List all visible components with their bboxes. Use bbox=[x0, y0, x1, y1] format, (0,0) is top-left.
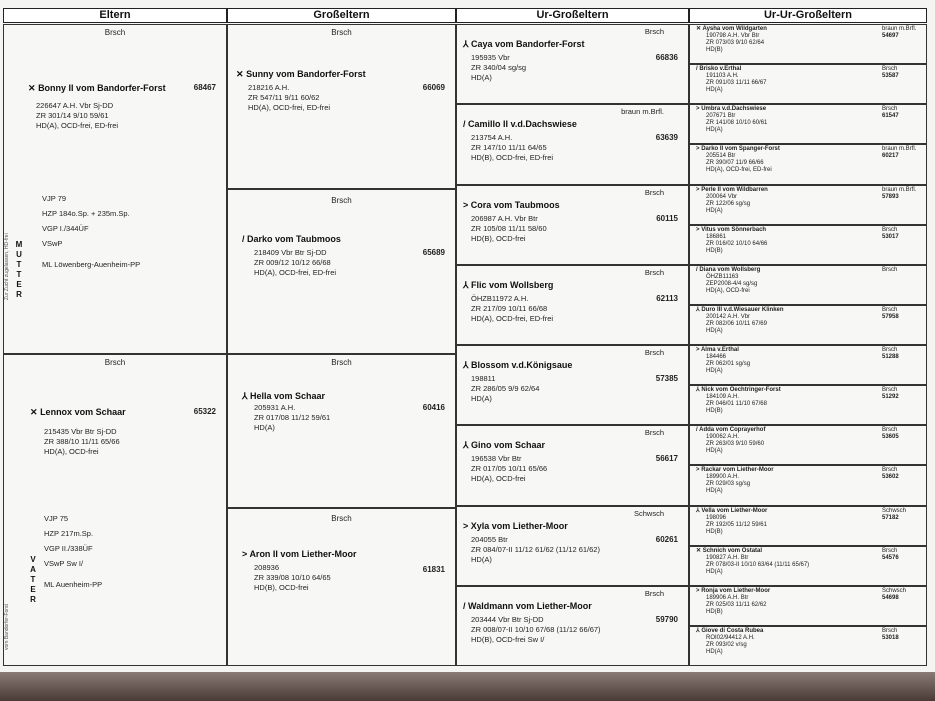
dog-name: > Xyla vom Liether-Moor bbox=[463, 520, 568, 531]
great-grandparent-1 bbox=[456, 24, 689, 104]
dog-name: / Diana vom Wollsberg bbox=[696, 266, 761, 273]
side-note-bottom: vom Bandorfer-Forst bbox=[4, 604, 10, 650]
great-grandparent-4 bbox=[456, 265, 689, 345]
dog-name: ⅄ Nick vom Oechtringer-Forst bbox=[696, 387, 781, 394]
reg-number: 56617 bbox=[655, 454, 678, 464]
exam-results: VJP 75 HZP 217m.Sp. VGP II./338ÜF VSwP Sw I/ ML Auenheim-PP bbox=[44, 514, 103, 589]
great-grandparent-6 bbox=[456, 425, 689, 505]
great-grandparent-5 bbox=[456, 345, 689, 425]
dog-name: / Waldmann vom Liether-Moor bbox=[463, 600, 592, 611]
coat-color: Schwsch 57182 bbox=[882, 507, 907, 521]
great-great-grandparent-7 bbox=[689, 265, 927, 305]
dog-details: 213754 A.H. ZR 147/10 11/11 64/65 HD(B), OCD-frei, ED-frei bbox=[471, 133, 554, 163]
coat-color: braun m.Brfl. bbox=[621, 107, 664, 117]
dog-details: 226647 A.H. Vbr Sj-DD ZR 301/14 9/10 59/61 HD(A), OCD-frei, ED-frei bbox=[36, 101, 119, 130]
coat-color: Brsch 53587 bbox=[882, 66, 899, 80]
dog-name: ⅄ Gino vom Schaar bbox=[463, 440, 546, 451]
coat-color: Brsch bbox=[882, 266, 898, 273]
reg-number: 63639 bbox=[655, 133, 678, 143]
dog-details: 190827 A.H. Btr ZR 078/03-II 10/10 63/64 (11/11 65/67) HD(A) bbox=[706, 554, 810, 575]
great-great-grandparent-8 bbox=[689, 305, 927, 345]
dog-details: 190798 A.H. Vbr Btr ZR 073/03 9/10 62/64 HD(B) bbox=[706, 33, 765, 53]
reg-number: 57385 bbox=[655, 374, 678, 383]
coat-color: Brsch 61547 bbox=[882, 106, 899, 120]
dog-details: 206987 A.H. Vbr Btr ZR 105/08 11/11 58/60 HD(B), OCD-frei bbox=[471, 213, 547, 243]
sex-label-mutter: M U T T E R bbox=[15, 240, 23, 299]
coat-color: Schwsch bbox=[633, 508, 664, 518]
dog-details: 189906 A.H. Btr ZR 025/03 11/11 62/62 HD(B) bbox=[706, 594, 767, 615]
coat-color: braun m.Brfl. 54697 bbox=[882, 26, 917, 39]
coat-color: Brsch 54576 bbox=[882, 547, 899, 561]
dog-details: ÖHZB11163 ZEP2008-4/4 sg/sg HD(A), OCD-frei bbox=[706, 273, 758, 294]
coat-color: Brsch bbox=[644, 267, 664, 277]
grandparent-1: Brsch ✕ Sunny vom Bandorfer-Forst 66069 218216 A.H. ZR 547/11 9/11 60/62 HD(A), OCD-frei, ED-frei bbox=[227, 24, 456, 189]
dog-name: ✕ Schnich vom Ostatal bbox=[696, 547, 763, 554]
grandparent-3: Brsch ⅄ Hella vom Schaar 60416 205931 A.H. ZR 017/08 11/12 59/61 HD(A) bbox=[227, 354, 456, 508]
dog-details: 184466 ZR 062/01 sg/sg HD(A) bbox=[706, 354, 751, 374]
header-urgrosseltern: Ur-Großeltern bbox=[456, 8, 689, 23]
coat-color: Brsch 53018 bbox=[882, 627, 899, 641]
dog-details: 200142 A.H. Vbr ZR 082/06 10/11 67/69 HD(A) bbox=[706, 313, 767, 334]
coat-color: Brsch bbox=[104, 28, 126, 37]
dog-name: > Perle II vom Wildbarren bbox=[696, 186, 768, 193]
dog-name: ✕ Bonny II vom Bandorfer-Forst bbox=[28, 83, 166, 93]
header-ururgrosseltern: Ur-Ur-Großeltern bbox=[689, 8, 927, 23]
dog-details: 195935 Vbr ZR 340/04 sg/sg HD(A) bbox=[471, 53, 527, 82]
side-note-top: Zur Zucht zugelassen, HD-frei bbox=[4, 233, 10, 300]
dog-name: / Adda vom Coprayerhof bbox=[696, 427, 766, 434]
dog-details: 196538 Vbr Btr ZR 017/05 10/11 65/66 HD(A), OCD-frei bbox=[471, 454, 548, 484]
dog-name: > Vitus vom Sönnerbach bbox=[696, 226, 767, 233]
dog-details: 198096 ZR 192/05 11/12 59/61 HD(B) bbox=[706, 514, 767, 535]
coat-color: Brsch bbox=[644, 348, 664, 357]
dog-name: > Alma v.Erthal bbox=[696, 347, 739, 353]
grandparent-2: Brsch / Darko vom Taubmoos 65689 218409 Vbr Btr Sj-DD ZR 009/12 10/12 66/68 HD(A), OCD-frei, ED-frei bbox=[227, 189, 456, 354]
table-surface bbox=[0, 672, 935, 701]
great-grandparent-3 bbox=[456, 185, 689, 265]
reg-number: 65322 bbox=[193, 407, 216, 416]
dog-details: 203444 Vbr Btr Sj-DD ZR 008/07-II 10/10 67/68 (11/12 66/67) HD(B), OCD-frei Sw I/ bbox=[471, 614, 601, 644]
dog-details: ROI02/94412 A.H. ZR 093/02 v/sg HD(A) bbox=[706, 634, 755, 655]
header-grosseltern: Großeltern bbox=[227, 8, 456, 23]
great-great-grandparent-15 bbox=[689, 586, 927, 626]
dog-name: / Camillo II v.d.Dachswiese bbox=[463, 119, 577, 130]
great-great-grandparent-16 bbox=[689, 626, 927, 666]
great-great-grandparent-5 bbox=[689, 185, 927, 225]
reg-number: 60261 bbox=[655, 534, 678, 544]
dog-name: ⅄ Blossom v.d.Königsaue bbox=[463, 360, 573, 370]
reg-number: 60115 bbox=[656, 213, 678, 223]
reg-number: 62113 bbox=[656, 293, 678, 303]
dog-name: > Rackar vom Liether-Moor bbox=[696, 467, 774, 474]
great-great-grandparent-14 bbox=[689, 546, 927, 586]
dog-details: 200064 Vbr ZR 122/06 sg/sg HD(A) bbox=[706, 193, 751, 214]
header-eltern: Eltern bbox=[3, 8, 227, 23]
coat-color: Brsch 51288 bbox=[882, 347, 899, 360]
parent-mutter bbox=[3, 24, 227, 354]
reg-number: 59790 bbox=[655, 614, 678, 624]
dog-name: / Brisko v.Erthal bbox=[696, 66, 742, 73]
great-great-grandparent-13 bbox=[689, 506, 927, 546]
coat-color: Brsch bbox=[644, 428, 664, 438]
dog-details: 191103 A.H. ZR 091/03 11/11 66/67 HD(A) bbox=[706, 73, 767, 94]
coat-color: braun m.Brfl. 60217 bbox=[882, 146, 917, 160]
parent-vater bbox=[3, 354, 227, 666]
great-great-grandparent-3 bbox=[689, 104, 927, 144]
great-great-grandparent-2 bbox=[689, 64, 927, 104]
great-great-grandparent-6 bbox=[689, 225, 927, 265]
coat-color: Brsch bbox=[104, 358, 126, 367]
dog-name: ⅄ Duro III v.d.Wiesauer Klinken bbox=[696, 306, 784, 313]
exam-results: VJP 79 HZP 184o.Sp. + 235m.Sp. VGP I./344ÜF VSwP ML Löwenberg-Auenheim-PP bbox=[42, 194, 141, 269]
dog-name: ⅄ Caya vom Bandorfer-Forst bbox=[463, 39, 585, 49]
coat-color: Brsch bbox=[644, 588, 664, 598]
dog-details: 186861 ZR 016/02 10/10 64/66 HD(B) bbox=[706, 233, 768, 254]
dog-details: 215435 Vbr Btr Sj-DD ZR 388/10 11/11 65/66 HD(A), OCD-frei bbox=[44, 427, 120, 456]
dog-name: > Cora vom Taubmoos bbox=[463, 199, 560, 210]
great-great-grandparent-4 bbox=[689, 144, 927, 184]
dog-details: 205514 Btr ZR 390/07 11/9 66/66 HD(A), OCD-frei, ED-frei bbox=[706, 153, 772, 174]
coat-color: Brsch 53602 bbox=[882, 467, 899, 481]
great-great-grandparent-10 bbox=[689, 385, 927, 425]
coat-color: Schwsch 54698 bbox=[882, 587, 907, 601]
dog-name: ✕ Aysha vom Wildgarten bbox=[696, 26, 767, 32]
great-great-grandparent-9 bbox=[689, 345, 927, 385]
coat-color: Brsch 57958 bbox=[882, 306, 899, 320]
dog-details: 204055 Btr ZR 084/07-II 11/12 61/62 (11/12 61/62) HD(A) bbox=[471, 534, 600, 564]
dog-name: > Darko II vom Spanger-Forst bbox=[696, 146, 780, 153]
dog-details: 184109 A.H. ZR 046/01 11/10 67/68 HD(B) bbox=[706, 394, 767, 415]
reg-number: 66836 bbox=[655, 53, 678, 62]
dog-name: ⅄ Vella vom Liether-Moor bbox=[696, 507, 768, 514]
dog-details: 189900 A.H. ZR 029/03 sg/sg HD(A) bbox=[706, 474, 751, 495]
great-grandparent-7 bbox=[456, 506, 689, 586]
coat-color: Brsch 53605 bbox=[882, 427, 899, 441]
coat-color: Brsch bbox=[644, 187, 664, 197]
great-great-grandparent-1 bbox=[689, 24, 927, 64]
dog-name: ⅄ Giove di Costa Rubea bbox=[696, 627, 764, 634]
dog-details: 207671 Btr ZR 141/08 10/10 60/61 HD(A) bbox=[706, 113, 768, 134]
dog-name: ⅄ Flic vom Wollsberg bbox=[463, 279, 554, 290]
great-great-grandparent-11 bbox=[689, 425, 927, 465]
reg-number: 68467 bbox=[193, 83, 216, 92]
dog-details: 198811 ZR 286/05 9/9 62/64 HD(A) bbox=[471, 374, 540, 403]
coat-color: braun m.Brfl. 57893 bbox=[882, 186, 917, 200]
dog-details: ÖHZB11972 A.H. ZR 217/09 10/11 66/68 HD(A), OCD-frei, ED-frei bbox=[471, 293, 554, 323]
dog-details: 190062 A.H. ZR 263/03 9/10 59/60 HD(A) bbox=[706, 434, 765, 455]
dog-name: ✕ Lennox vom Schaar bbox=[30, 407, 126, 417]
coat-color: Brsch bbox=[644, 27, 664, 36]
coat-color: Brsch 53017 bbox=[882, 226, 899, 240]
great-grandparent-8 bbox=[456, 586, 689, 666]
great-grandparent-2 bbox=[456, 104, 689, 184]
coat-color: Brsch 51292 bbox=[882, 387, 899, 401]
grandparent-4: Brsch > Aron II vom Liether-Moor 61831 208936 ZR 339/08 10/10 64/65 HD(B), OCD-frei bbox=[227, 508, 456, 666]
sex-label-vater: V A T E R bbox=[30, 555, 36, 604]
great-great-grandparent-12 bbox=[689, 465, 927, 505]
dog-name: > Ronja vom Liether-Moor bbox=[696, 587, 771, 594]
dog-name: > Umbra v.d.Dachswiese bbox=[696, 106, 767, 113]
